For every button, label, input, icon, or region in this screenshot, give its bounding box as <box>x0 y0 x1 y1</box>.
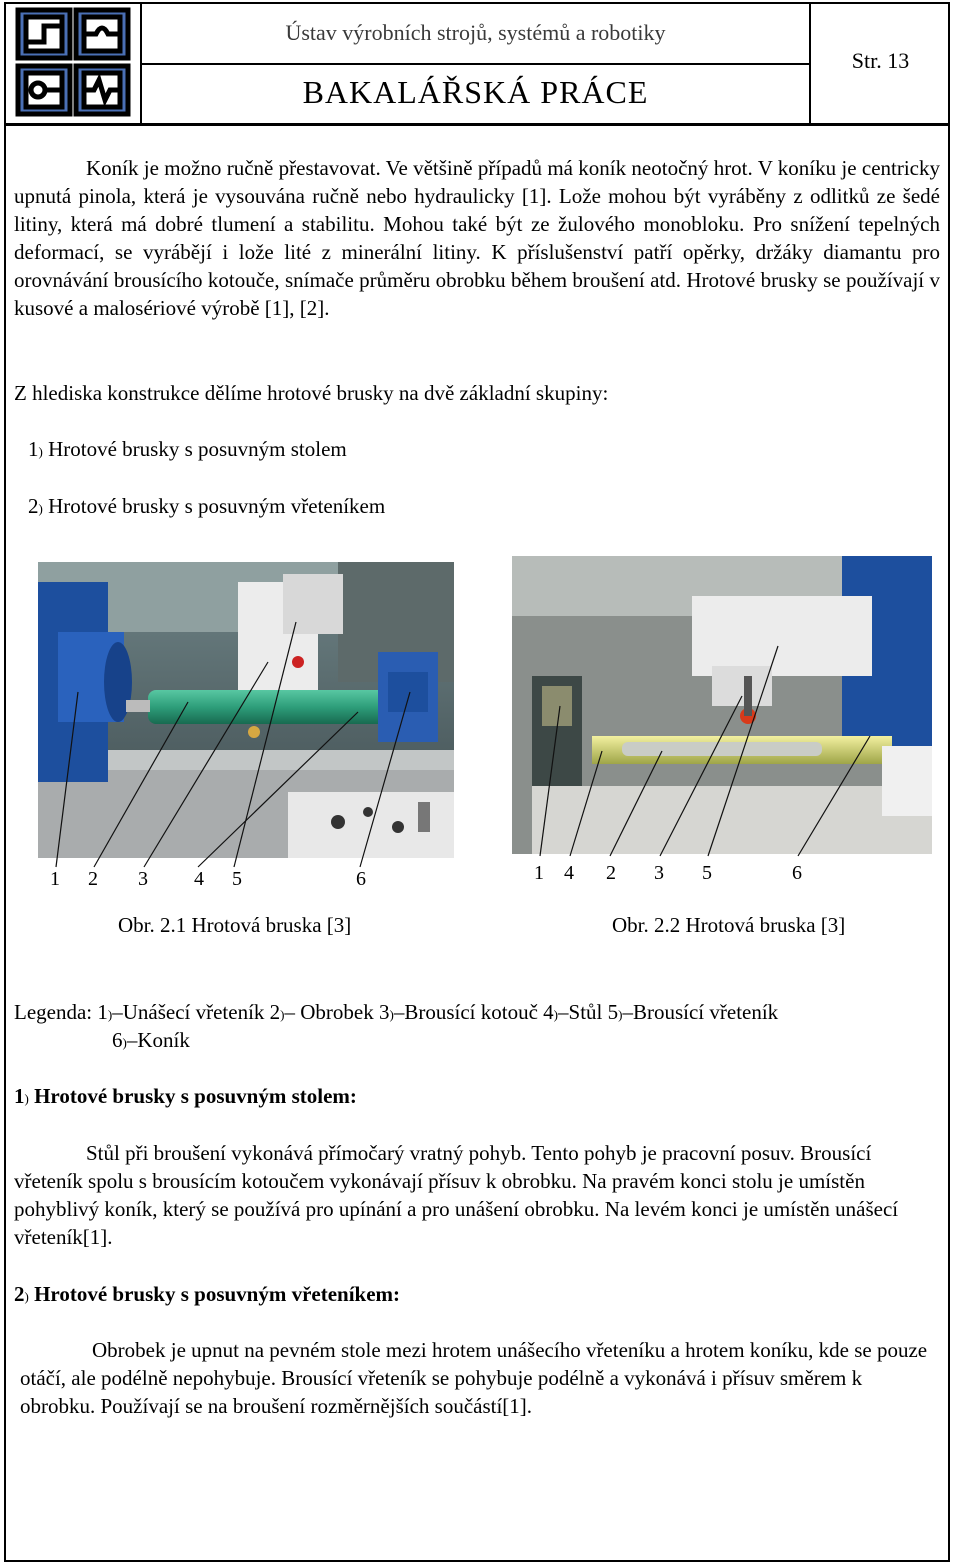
section-1-number: 1 <box>14 1084 25 1108</box>
legend-item-paren: ) <box>389 1007 394 1022</box>
figure-1-label: 5 <box>232 868 242 890</box>
section-1-body: Stůl při broušení vykonává přímočarý vratný pohyb. Tento pohyb je pracovní posuv. Brousící vřeteník spolu s brousícím kotoučem vykonávají přísuv k obrobku. Na pravém konci stolu je umístěn pohyblivý koník, který se používá pro upínání a pro unášení obrobku. Na levém konci je umístěn unášecí vřeteník[1]. <box>14 1141 899 1249</box>
figure-2-label: 5 <box>702 862 712 884</box>
figure-2-leader-lines <box>512 556 932 866</box>
section-2-body: Obrobek je upnut na pevném stole mezi hrotem unášecího vřeteníku a hrotem koníku, kde se pouze otáčí, ale podélně nepohybuje. Brousící vřeteník se pohybuje podélně a vykonává i přísuv směrem k obrobku. Používají se na broušení rozměrnějších součástí[1]. <box>20 1338 928 1418</box>
legend-item-text: –Unášecí vřeteník <box>112 1000 270 1024</box>
document-type: BAKALÁŘSKÁ PRÁCE <box>302 74 649 110</box>
figure-1-leader-lines <box>38 562 454 872</box>
legend-item-number: 4 <box>543 1000 554 1024</box>
group-2-paren: ) <box>38 501 43 516</box>
figure-1-label: 6 <box>356 868 366 890</box>
legend-item-paren: ) <box>280 1007 285 1022</box>
section-2-heading <box>14 1280 940 1311</box>
legend-item-paren: ) <box>107 1007 113 1022</box>
figure-2-label: 6 <box>792 862 802 884</box>
figure-1-label: 1 <box>50 868 60 890</box>
group-1-text: Hrotové brusky s posuvným stolem <box>42 437 347 461</box>
figure-2-caption: Obr. 2.2 Hrotová bruska [3] <box>612 913 846 937</box>
header-divider-middle <box>140 63 810 65</box>
section-2-number: 2 <box>14 1282 25 1306</box>
section-1-title: Hrotové brusky s posuvným stolem: <box>28 1084 357 1108</box>
legend-item-text: –Koník <box>126 1028 190 1052</box>
intro-statement: Z hlediska konstrukce dělíme hrotové brusky na dvě základní skupiny: <box>14 381 609 405</box>
page-number: Str. 13 <box>851 48 910 73</box>
group-2-text: Hrotové brusky s posuvným vřeteníkem <box>42 494 386 518</box>
legend-item-text: –Brousící vřeteník <box>622 1000 779 1024</box>
figure-1-caption: Obr. 2.1 Hrotová bruska [3] <box>118 913 352 937</box>
figure-1-label: 3 <box>138 868 148 890</box>
figure-1-label: 2 <box>88 868 98 890</box>
figure-1-labels <box>38 868 454 898</box>
legend-continuation <box>112 1026 932 1057</box>
group-1-number: 1 <box>28 437 39 461</box>
figure-1-label: 4 <box>194 868 204 890</box>
legend-item-number: 3 <box>379 1000 390 1024</box>
group-1-paren: ) <box>38 444 43 459</box>
section-1-heading <box>14 1082 940 1113</box>
figure-2-labels <box>512 862 932 892</box>
group-item-1 <box>28 435 954 466</box>
figure-2-label: 2 <box>606 862 616 884</box>
group-2-number: 2 <box>28 494 39 518</box>
page-header <box>4 2 950 126</box>
legend-prefix: Legenda: <box>14 1000 98 1024</box>
legend-item-number: 2 <box>269 1000 281 1024</box>
legend-item-text: – Obrobek <box>284 1000 379 1024</box>
section-1-paren: ) <box>24 1091 29 1106</box>
figure-2-label: 4 <box>564 862 574 884</box>
legend-item-paren: ) <box>618 1007 623 1022</box>
institute-logo <box>6 4 138 122</box>
legend <box>14 998 940 1029</box>
group-item-2 <box>28 492 954 523</box>
legend-item-paren: ) <box>553 1007 559 1022</box>
section-2-paren: ) <box>24 1289 29 1304</box>
institute-name: Ústav výrobních strojů, systémů a robotiky <box>285 20 666 45</box>
legend-item-number: 6 <box>112 1028 123 1052</box>
legend-item-text: –Brousící kotouč <box>393 1000 544 1024</box>
section-2-title: Hrotové brusky s posuvným vřeteníkem: <box>28 1282 401 1306</box>
legend-item-text: –Stůl <box>558 1000 608 1024</box>
intro-paragraph: Koník je možno ručně přestavovat. Ve většině případů má koník neotočný hrot. V koníku je centricky upnutá pinola, která je vysouvána ručně nebo hydraulicky [1]. Lože mohou být vyráběny z odlitků ze šedé litiny, která má dobré tlumení a stabilitu. Mohou také být ze žulového monobloku. Pro snížení tepelných deformací, se vyrábějí i lože lité z minerální litiny. K příslušenství patří opěrky, držáky diamantu pro orovnávání brousícího kotouče, snímače průměru obrobku během broušení atd. Hrotové brusky se používají v kusové a malosériové výrobě [1], [2]. <box>14 156 940 320</box>
legend-item-number: 1 <box>97 1000 108 1024</box>
legend-item-paren: ) <box>122 1035 127 1050</box>
figure-2-label: 3 <box>654 862 664 884</box>
figure-2-label: 1 <box>534 862 544 884</box>
legend-item-number: 5 <box>607 1000 619 1024</box>
